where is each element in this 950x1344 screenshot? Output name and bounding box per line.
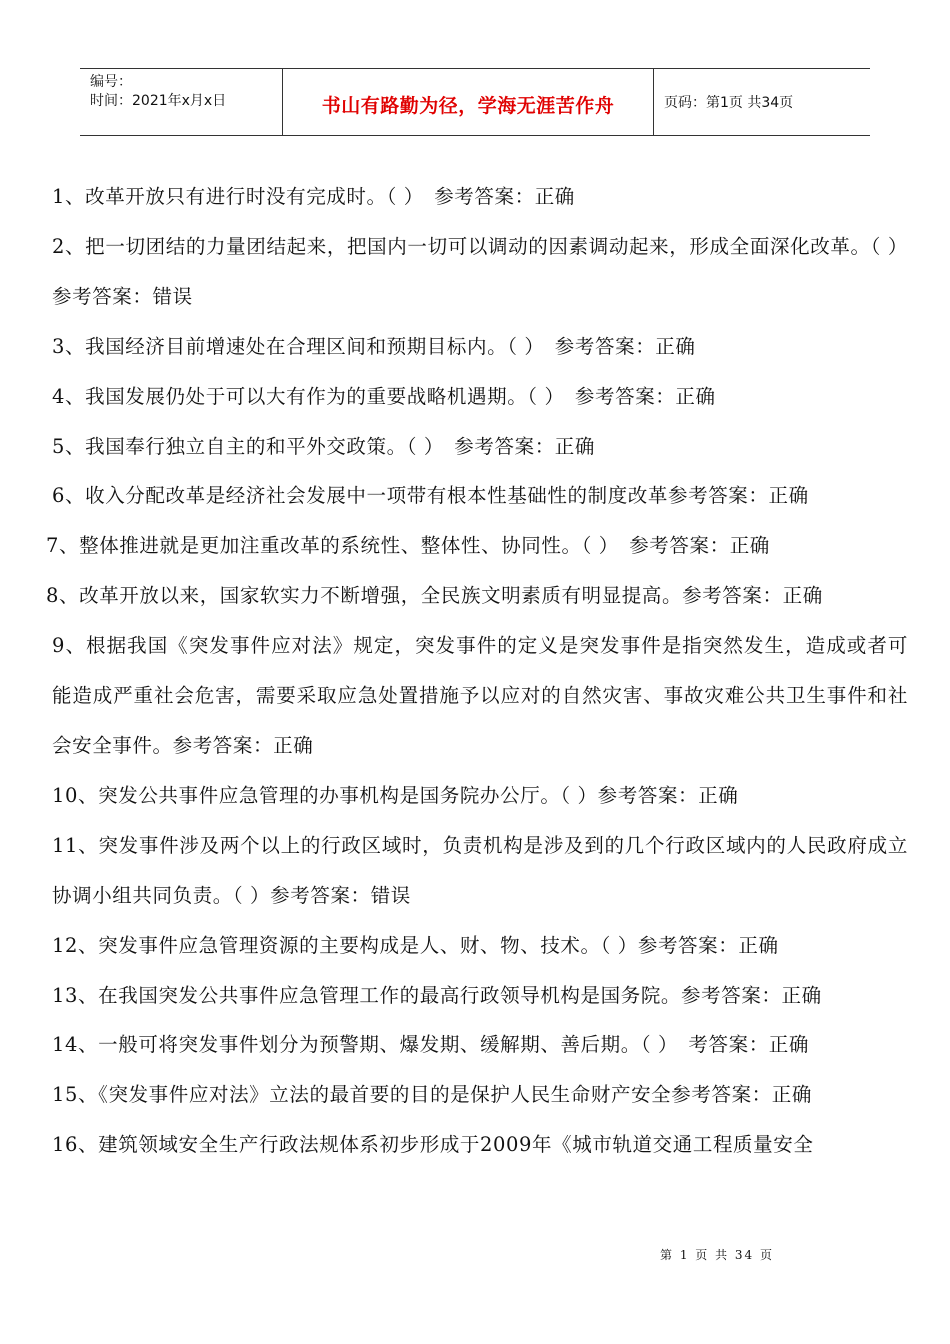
- document-header: [80, 68, 870, 136]
- question-item: 4、我国发展仍处于可以大有作为的重要战略机遇期。（ ） 参考答案：正确: [52, 384, 716, 408]
- header-page-cell: [654, 69, 870, 135]
- question-item: 2、把一切团结的力量团结起来，把国内一切可以调动的因素调动起来，形成全面深化改革。（ ）参考答案：错误: [52, 234, 908, 308]
- question-item: 12、突发事件应急管理资源的主要构成是人、财、物、技术。（ ）参考答案：正确: [52, 933, 779, 957]
- question-item: 15、《突发事件应对法》立法的最首要的目的是保护人民生命财产安全参考答案：正确: [52, 1083, 812, 1107]
- question-item: 8、改革开放以来，国家软实力不断增强，全民族文明素质有明显提高。参考答案：正确: [46, 584, 823, 608]
- number-label: 编号：: [90, 74, 132, 90]
- question-item: 5、我国奉行独立自主的和平外交政策。（ ） 参考答案：正确: [52, 434, 596, 458]
- question-item: 11、突发事件涉及两个以上的行政区域时，负责机构是涉及到的几个行政区域内的人民政府成立协调小组共同负责。（ ）参考答案：错误: [52, 833, 908, 907]
- question-item: 14、一般可将突发事件划分为预警期、爆发期、缓解期、善后期。（ ） 考答案：正确: [52, 1033, 810, 1057]
- question-item: 3、我国经济目前增速处在合理区间和预期目标内。（ ） 参考答案：正确: [52, 334, 696, 358]
- question-item: 16、建筑领域安全生产行政法规体系初步形成于2009年《城市轨道交通工程质量安全: [52, 1133, 814, 1157]
- question-item: 13、在我国突发公共事件应急管理工作的最高行政领导机构是国务院。参考答案：正确: [52, 983, 822, 1007]
- date-label: 时间：2021年x月x日: [90, 93, 227, 109]
- question-item: 9、根据我国《突发事件应对法》规定，突发事件的定义是突发事件是指突然发生，造成或者可能造成严重社会危害，需要采取应急处置措施予以应对的自然灾害、事故灾难公共卫生事件和社会安全事件。参考答案：正确: [52, 634, 908, 757]
- header-motto-cell: [282, 69, 654, 135]
- motto: 书山有路勤为径，学海无涯苦作舟: [321, 94, 615, 117]
- header-meta: [80, 69, 282, 135]
- question-item: 1、改革开放只有进行时没有完成时。（ ） 参考答案：正确: [52, 185, 575, 208]
- page-info: 页码：第1页 共34页: [664, 95, 794, 111]
- page-footer: 第 1 页 共 34 页: [660, 1248, 774, 1262]
- question-list: [46, 172, 908, 1170]
- question-item: 7、整体推进就是更加注重改革的系统性、整体性、协同性。（ ） 参考答案：正确: [46, 534, 770, 558]
- question-item: 10、突发公共事件应急管理的办事机构是国务院办公厅。（ ）参考答案：正确: [52, 783, 739, 807]
- question-item: 6、收入分配改革是经济社会发展中一项带有根本性基础性的制度改革参考答案：正确: [52, 484, 809, 508]
